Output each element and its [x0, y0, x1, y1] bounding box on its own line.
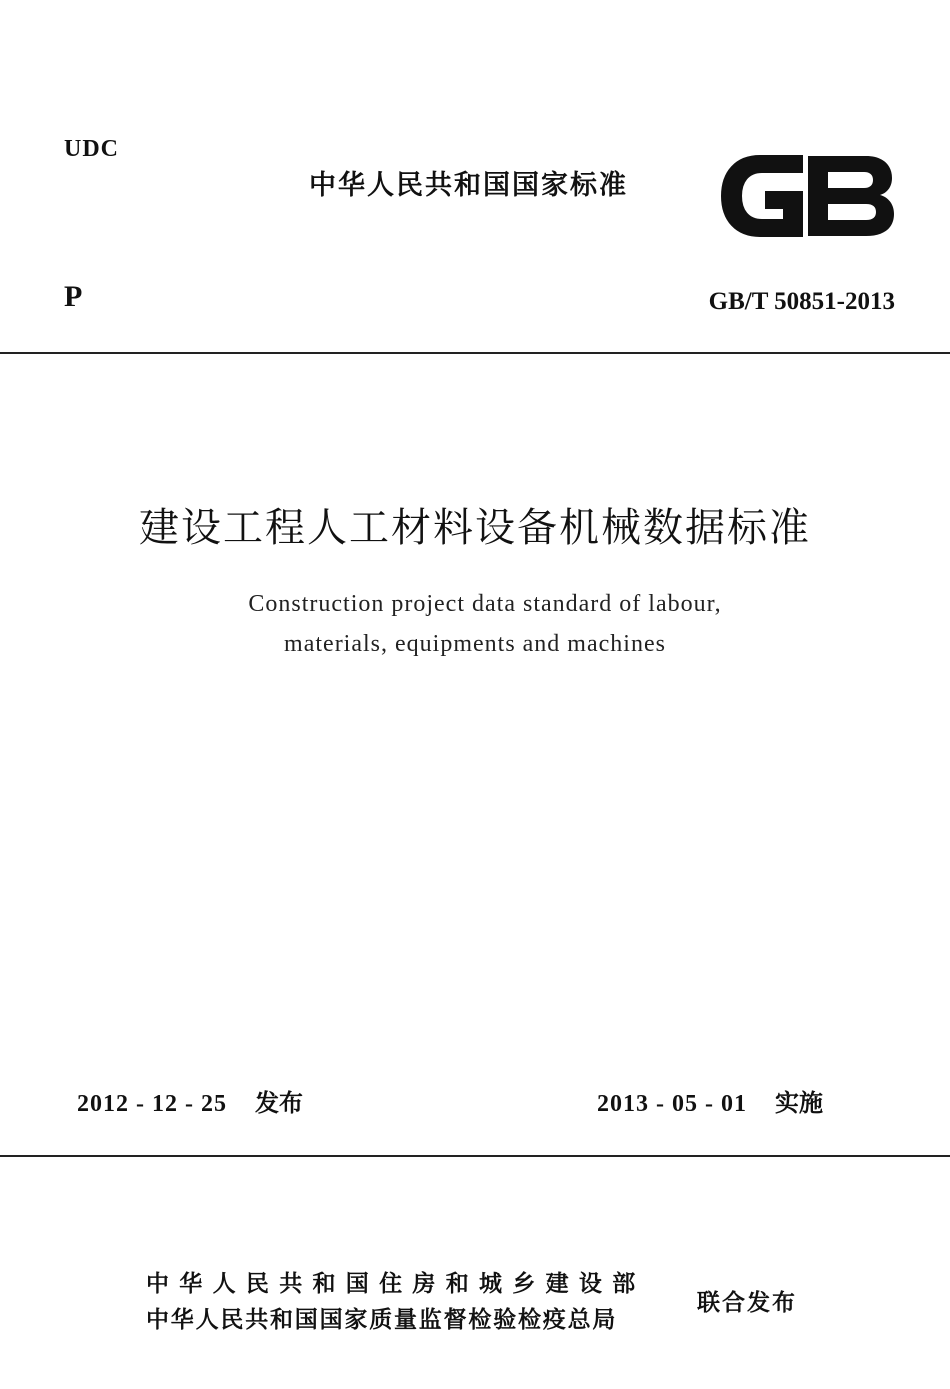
- implement-label: 实施: [774, 1089, 823, 1117]
- title-english-line2: materials, equipments and machines: [284, 631, 666, 657]
- standard-number: GB/T 50851-2013: [708, 288, 895, 315]
- issuer-line-2: 中华人民共和国国家质量监督检验检疫总局: [146, 1307, 618, 1333]
- national-standard-heading: 中华人民共和国国家标准: [309, 170, 628, 201]
- issue-date: 2012 - 12 - 25: [77, 1091, 227, 1117]
- classification-code: P: [64, 280, 83, 313]
- gb-logo: [716, 148, 898, 244]
- top-divider: [0, 352, 950, 354]
- issuer-block: [146, 1266, 646, 1338]
- implement-date: 2013 - 05 - 01: [597, 1091, 747, 1117]
- title-chinese: 建设工程人工材料设备机械数据标准: [139, 505, 811, 551]
- issuer-line-1: 中华人民共和国住房和城乡建设部: [146, 1271, 646, 1297]
- udc-label: UDC: [64, 136, 119, 162]
- joint-release-label: 联合发布: [697, 1290, 797, 1316]
- issue-date-row: [77, 1083, 303, 1118]
- bottom-divider: [0, 1155, 950, 1157]
- issue-label: 发布: [254, 1089, 303, 1117]
- implement-date-row: [597, 1083, 823, 1118]
- title-english-line1: Construction project data standard of labour,: [248, 591, 722, 617]
